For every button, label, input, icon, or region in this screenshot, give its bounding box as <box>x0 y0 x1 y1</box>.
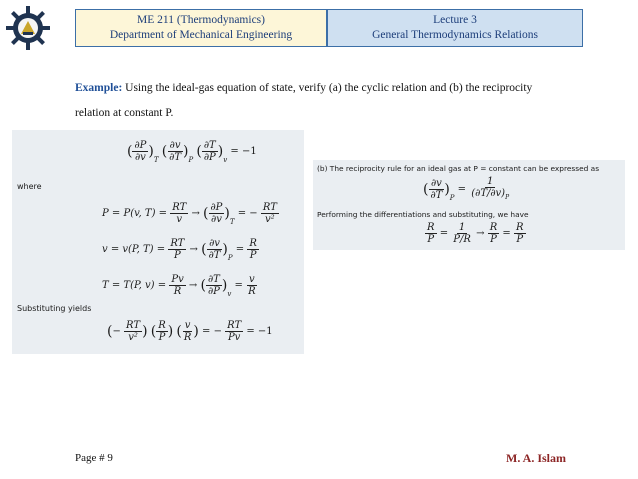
author-name: M. A. Islam <box>506 451 566 465</box>
reciprocity-intro: (b) The reciprocity rule for an ideal gas at P = constant can be expressed as <box>317 164 600 173</box>
lecture-number: Lecture 3 <box>433 14 477 26</box>
lecture-title: General Thermodynamics Relations <box>372 29 538 41</box>
substituting-label: Substituting yields <box>17 304 92 313</box>
example-label: Example: <box>75 82 123 94</box>
department-name: Department of Mechanical Engineering <box>109 29 293 41</box>
cyclic-relation-equation: ( $\frac{\partial P}{\partial v}$ )$_T$ ( $\frac{\partial v}{\partial T}$ )$_P$ ( $\frac{\partial T}{\partial P}$ )$_v = -1$ <box>127 140 257 164</box>
university-logo <box>4 4 52 52</box>
row2-left: v = v(P, T) = <box>102 244 166 255</box>
page-number: Page # 9 <box>75 452 113 464</box>
example-statement <box>75 76 585 126</box>
row1-left: P = P(v, T) = <box>102 208 168 219</box>
reciprocity-result-equation: $\frac{R}{P}$ = $\frac{1}{P/R}$ → $\frac{R}{P}$ = $\frac{R}{P}$ <box>427 222 524 245</box>
final-rhs: = −1 <box>246 326 273 337</box>
solution-a-panel <box>12 130 304 354</box>
substituted-result-equation: (− $\frac{RT}{\text{v²}}$ ) ( $\frac{R}{P}$ ) ( $\frac{v}{R}$ ) = − $\frac{RT}{Pv}$ = −1 <box>107 320 273 343</box>
differentiation-note: Performing the differentiations and substituting, we have <box>317 210 529 219</box>
example-text-line2: relation at constant P. <box>75 107 174 119</box>
course-title: ME 211 (Thermodynamics) <box>137 14 265 26</box>
temperature-function-equation: T = T(P, v) = $\frac{Pv}{R}$ → ( $\frac{\partial T}{\partial P}$ )$_v$ = $\frac{v}{R}$ <box>102 274 256 298</box>
volume-function-equation: v = v(P, T) = $\frac{RT}{P}$ → ( $\frac{\partial v}{\partial T}$ )$_P$ = $\frac{R}{P}$ <box>102 238 257 262</box>
reciprocity-rule-equation: ( $\frac{\partial v}{\partial T}$ )$_P$ = $\frac{1}{(\partial T/\partial v)_P}$ <box>423 176 510 202</box>
cyclic-rhs: = −1 <box>230 146 257 157</box>
course-header-box <box>75 9 327 47</box>
pressure-function-equation: P = P(v, T) = $\frac{RT}{v}$ → ( $\frac{\partial P}{\partial v}$ )$_T$ = − $\frac{RT}{\text{v²}}$ <box>102 202 277 226</box>
example-text-line1: Using the ideal-gas equation of state, verify (a) the cyclic relation and (b) the reciprocity <box>122 82 533 94</box>
row3-left: T = T(P, v) = <box>102 280 167 291</box>
solution-b-panel <box>313 160 625 250</box>
lecture-header-box <box>327 9 583 47</box>
where-label: where <box>17 182 42 191</box>
gear-emblem-icon <box>4 4 52 52</box>
